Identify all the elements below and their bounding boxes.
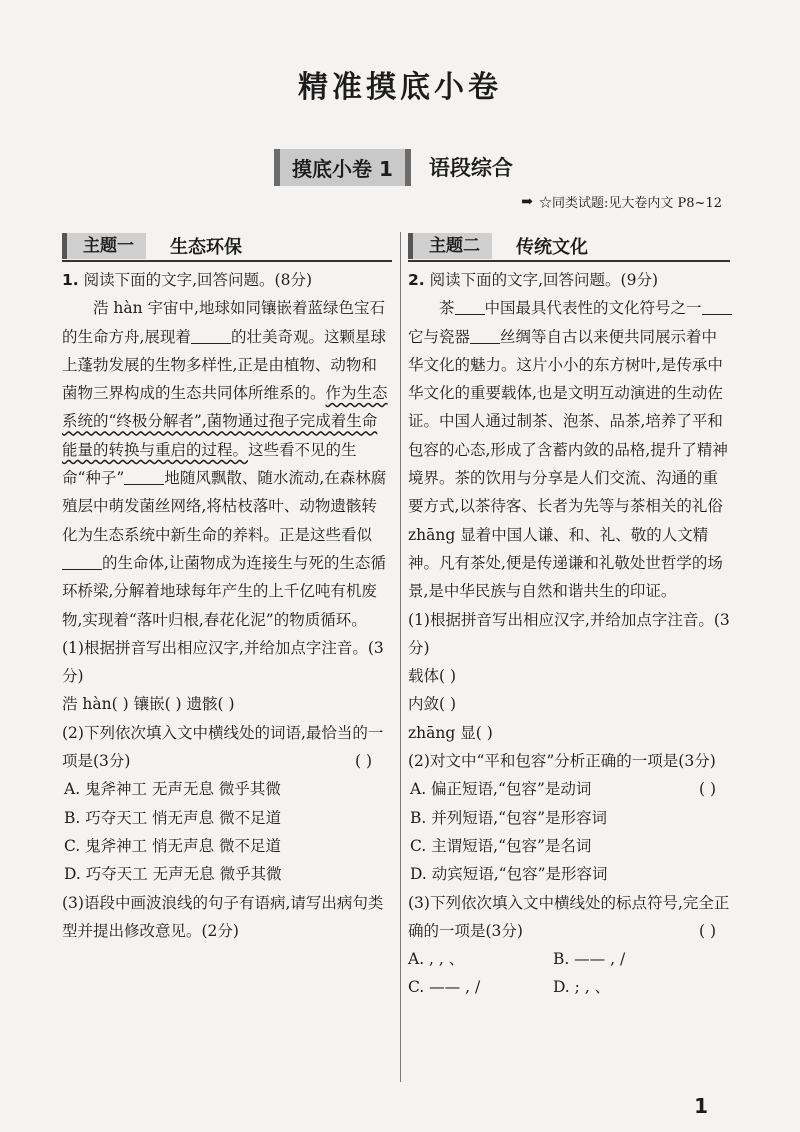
arrow-right-icon: ➡	[521, 193, 534, 210]
topic-right-header	[408, 232, 588, 260]
question-2-sub2-text: (2)对文中“平和包容”分析正确的一项是(3分)	[408, 752, 716, 771]
fill-blank[interactable]	[470, 327, 500, 344]
question-1-stem: 阅读下面的文字,回答问题。(8分)	[83, 271, 313, 289]
answer-paren[interactable]: ( )	[354, 752, 372, 771]
topic-right-tag: 主题二	[408, 233, 492, 259]
option-a[interactable]: A. 鬼斧神工 无声无息 微乎其微	[64, 780, 281, 799]
option-b[interactable]: B. —— , /	[552, 950, 626, 969]
question-2-passage	[408, 294, 732, 605]
option-a[interactable]: A. , , 、	[408, 950, 465, 969]
passage-text: 中国最具代表性的文化符号之一	[484, 299, 702, 318]
fill-blank[interactable]	[191, 327, 231, 344]
punct-options-row-2	[408, 973, 732, 1001]
passage-text: 这些看不见的生命“种子”	[62, 440, 357, 488]
question-1-sub3: (3)语段中画波浪线的句子有语病,请写出病句类型并提出修改意见。(2分)	[62, 893, 384, 940]
passage-text: 茶	[439, 299, 455, 318]
unit-header	[274, 150, 513, 184]
fill-blank[interactable]	[455, 298, 485, 315]
question-1-sub2-text: (2)下列依次填入文中横线处的词语,最恰当的一项是(3分)	[62, 723, 384, 771]
topic-left-rule	[62, 260, 392, 262]
question-2-stem: 阅读下面的文字,回答问题。(9分)	[429, 271, 659, 289]
question-2-item-3: zhāng 显( )	[408, 723, 493, 742]
topic-right-rule	[408, 260, 730, 262]
column-divider	[400, 232, 401, 1082]
answer-paren[interactable]: ( )	[698, 780, 716, 799]
option-d[interactable]: D. 巧夺天工 无声无息 微乎其微	[64, 865, 282, 884]
fill-blank[interactable]	[62, 553, 102, 570]
option-c[interactable]: C. —— , /	[408, 978, 481, 997]
fill-blank[interactable]	[702, 298, 732, 315]
question-2-item-2: 内敛( )	[408, 695, 457, 714]
option-b[interactable]: B. 并列短语,“包容”是形容词	[410, 808, 608, 827]
page-title: 精准摸底小卷	[298, 70, 502, 105]
answer-paren[interactable]: ( )	[698, 921, 716, 940]
topic-left-header	[62, 232, 242, 260]
option-c[interactable]: C. 鬼斧神工 悄无声息 微不足道	[64, 836, 282, 855]
question-2-sub3	[408, 889, 732, 946]
passage-text: 它与瓷器	[408, 327, 471, 346]
passage-text: 的生命体,让菌物成为连接生与死的生态循环桥梁,分解着地球每年产生的上千亿吨有机废物,实现着“落叶归根,春花化泥”的物质循环。	[62, 553, 386, 629]
question-1-number: 1.	[62, 271, 79, 289]
question-2-number: 2.	[408, 271, 425, 289]
question-1-sub2	[62, 719, 388, 776]
reference-note	[521, 192, 722, 211]
option-d[interactable]: D. 动宾短语,“包容”是形容词	[410, 865, 608, 884]
question-2	[408, 266, 732, 1002]
punct-options-row-1	[408, 945, 732, 973]
passage-text: 的壮美奇观。这颗星球上蓬勃发展的生物多样性,正是由植物、动物和菌物三界构成的生态共同体所维系的。	[62, 327, 386, 403]
option-a[interactable]: A. 偏正短语,“包容”是动词	[410, 780, 592, 799]
option-c[interactable]: C. 主谓短语,“包容”是名词	[410, 836, 592, 855]
topic-right-name: 传统文化	[516, 237, 588, 258]
question-1-sub1-items: 浩 hàn( ) 镶嵌( ) 遗骸( )	[62, 695, 235, 714]
question-1	[62, 266, 388, 945]
wavy-underlined-sentence: 作为生态系统的“终极分解者”,菌物通过孢子完成着生命能量的转换与重启的过程。	[62, 384, 388, 459]
question-1-passage	[62, 294, 388, 634]
unit-title: 语段综合	[428, 156, 513, 180]
question-2-sub1: (1)根据拼音写出相应汉字,并给加点字注音。(3分)	[408, 610, 730, 657]
option-b[interactable]: B. 巧夺天工 悄无声息 微不足道	[64, 808, 282, 827]
unit-tag: 摸底小卷 1	[274, 149, 411, 186]
question-2-sub3-text: (3)下列依次填入文中横线处的标点符号,完全正确的一项是(3分)	[408, 893, 730, 940]
passage-text: 丝绸等自古以来便共同展示着中华文化的魅力。这片小小的东方树叶,是传承中华文化的重要载体,也是文明互动演进的生动佐证。中国人通过制茶、泡茶、品茶,培养了平和包容的心态,形成了含蓄内敛的品格,提升了精神境界。茶的饮用与分享是人们交流、沟通的重要方式,以茶待客、长者为先等与茶相关的礼俗 zhāng 显着中国人谦、和、礼、敬的人文精神。凡有茶处,便是传递谦和礼敬处世哲学的场景,是中华民族与自然和谐共生的印证。	[408, 327, 728, 601]
topic-left-tag: 主题一	[62, 233, 146, 259]
question-1-sub1: (1)根据拼音写出相应汉字,并给加点字注音。(3分)	[62, 638, 384, 686]
fill-blank[interactable]	[124, 468, 164, 485]
passage-text: 浩 hàn 宇宙中,地球如同镶嵌着蓝绿色宝石的生命方舟,展现着	[62, 299, 385, 346]
option-d[interactable]: D. ; , 、	[552, 978, 611, 997]
question-2-item-1: 载体( )	[408, 667, 457, 686]
topic-left-name: 生态环保	[170, 237, 242, 258]
reference-text: ☆同类试题:见大卷内文 P8~12	[539, 196, 722, 211]
page-number: 1	[694, 1094, 708, 1118]
passage-text: 地随风飘散、随水流动,在森林腐殖层中萌发菌丝网络,将枯枝落叶、动物遗骸转化为生态系统中新生命的养料。正是这些看似	[62, 469, 387, 544]
